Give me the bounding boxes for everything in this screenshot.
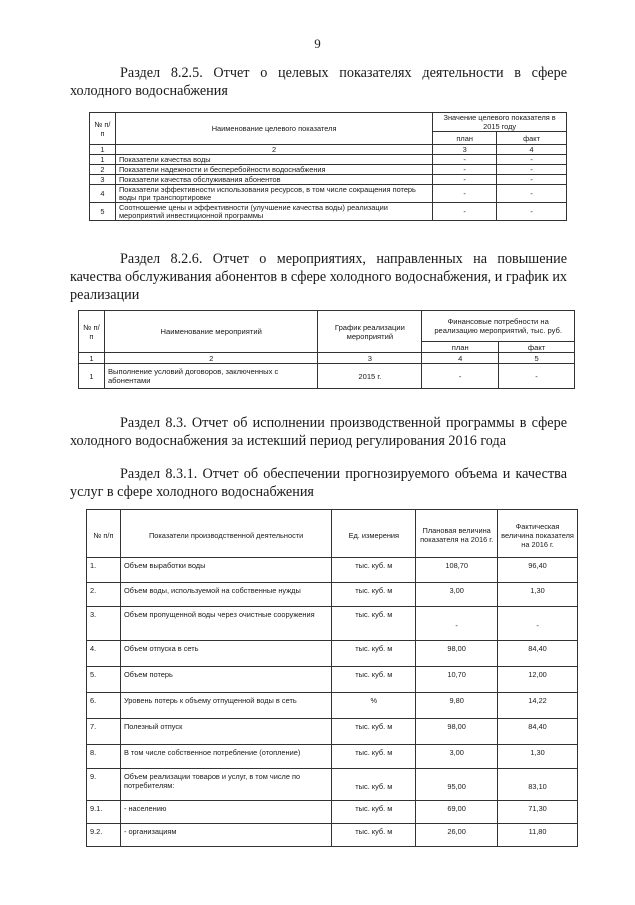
table-row	[87, 824, 578, 847]
row-fact: -	[497, 203, 567, 221]
row-name: Выполнение условий договоров, заключенных с абонентами	[104, 364, 318, 389]
row-fact: 84,40	[498, 719, 578, 745]
service-measures-table	[78, 310, 575, 389]
row-num: 9.2.	[87, 824, 121, 847]
row-plan: 3,00	[416, 583, 498, 607]
row-name: Полезный отпуск	[120, 719, 331, 745]
row-schedule: 2015 г.	[318, 364, 422, 389]
index-cell: 1	[90, 145, 116, 155]
col-value-header: Значение целевого показателя в 2015 году	[433, 113, 567, 132]
production-indicators-table	[86, 509, 578, 847]
row-name: Объем потерь	[120, 667, 331, 693]
row-num: 8.	[87, 745, 121, 769]
table-row	[79, 364, 575, 389]
index-cell: 3	[318, 353, 422, 364]
col-fact-header: факт	[497, 132, 567, 145]
row-plan: -	[433, 185, 497, 203]
row-name: Объем пропущенной воды через очистные сооружения	[120, 607, 331, 641]
index-cell: 1	[79, 353, 105, 364]
index-cell: 4	[497, 145, 567, 155]
index-cell: 4	[422, 353, 499, 364]
table-row	[87, 558, 578, 583]
row-fact: -	[497, 175, 567, 185]
col-plan-header: план	[433, 132, 497, 145]
row-unit: тыс. куб. м	[332, 801, 416, 824]
row-name: Объем выработки воды	[120, 558, 331, 583]
row-name: - организациям	[120, 824, 331, 847]
table-row	[87, 667, 578, 693]
table-row	[90, 185, 567, 203]
row-num: 1	[79, 364, 105, 389]
row-unit: тыс. куб. м	[332, 607, 416, 641]
row-name: Объем реализации товаров и услуг, в том числе по потребителям:	[120, 769, 331, 801]
row-fact: -	[498, 607, 578, 641]
page-number: 9	[314, 36, 321, 51]
index-cell: 3	[433, 145, 497, 155]
row-fact: 12,00	[498, 667, 578, 693]
col-plan-header: Плановая величина показателя на 2016 г.	[416, 510, 498, 558]
row-name: Уровень потерь к объему отпущенной воды в сеть	[120, 693, 331, 719]
row-fact: -	[497, 165, 567, 175]
col-num-header: № п/п	[79, 311, 105, 353]
row-unit: тыс. куб. м	[332, 745, 416, 769]
row-unit: тыс. куб. м	[332, 583, 416, 607]
table-row	[87, 583, 578, 607]
col-schedule-header: График реализации мероприятий	[318, 311, 422, 353]
target-indicators-table	[89, 112, 567, 221]
index-cell: 2	[115, 145, 432, 155]
row-name: Показатели качества обслуживания абонентов	[115, 175, 432, 185]
row-fact: -	[497, 185, 567, 203]
row-num: 9.1.	[87, 801, 121, 824]
row-fact: -	[497, 155, 567, 165]
row-name: Соотношение цены и эффективности (улучшение качества воды) реализации мероприятий инвестиционной программы	[115, 203, 432, 221]
row-plan: 98,00	[416, 719, 498, 745]
col-num-header: № п/п	[90, 113, 116, 145]
col-name-header: Наименование мероприятий	[104, 311, 318, 353]
row-num: 3.	[87, 607, 121, 641]
table-row	[90, 165, 567, 175]
row-name: Объем воды, используемой на собственные нужды	[120, 583, 331, 607]
row-num: 9.	[87, 769, 121, 801]
table-row	[87, 641, 578, 667]
col-name-header: Наименование целевого показателя	[115, 113, 432, 145]
table-row	[87, 769, 578, 801]
index-cell: 2	[104, 353, 318, 364]
row-plan: 95,00	[416, 769, 498, 801]
row-fact: 96,40	[498, 558, 578, 583]
row-plan: -	[433, 175, 497, 185]
table-row	[87, 719, 578, 745]
row-num: 1.	[87, 558, 121, 583]
row-plan: -	[433, 165, 497, 175]
row-num: 4.	[87, 641, 121, 667]
row-num: 6.	[87, 693, 121, 719]
col-plan-header: план	[422, 342, 499, 353]
row-unit: тыс. куб. м	[332, 667, 416, 693]
row-fact: 14,22	[498, 693, 578, 719]
col-fact-header: факт	[499, 342, 575, 353]
row-num: 3	[90, 175, 116, 185]
row-name: Показатели качества воды	[115, 155, 432, 165]
row-fact: -	[499, 364, 575, 389]
row-num: 5	[90, 203, 116, 221]
row-plan: -	[433, 155, 497, 165]
row-plan: 98,00	[416, 641, 498, 667]
row-fact: 1,30	[498, 745, 578, 769]
row-unit: тыс. куб. м	[332, 558, 416, 583]
index-cell: 5	[499, 353, 575, 364]
row-fact: 1,30	[498, 583, 578, 607]
row-num: 2.	[87, 583, 121, 607]
row-unit: %	[332, 693, 416, 719]
row-num: 5.	[87, 667, 121, 693]
col-unit-header: Ед. измерения	[332, 510, 416, 558]
row-name: Показатели надежности и бесперебойности водоснабжения	[115, 165, 432, 175]
table-row	[90, 203, 567, 221]
row-unit: тыс. куб. м	[332, 641, 416, 667]
row-num: 4	[90, 185, 116, 203]
row-unit: тыс. куб. м	[332, 769, 416, 801]
row-plan: 9,80	[416, 693, 498, 719]
row-plan: -	[416, 607, 498, 641]
row-num: 7.	[87, 719, 121, 745]
section-831-heading: Раздел 8.3.1. Отчет об обеспечении прогнозируемого объема и качества услуг в сфере холодного водоснабжения	[70, 466, 567, 500]
row-fact: 83,10	[498, 769, 578, 801]
table-row	[87, 607, 578, 641]
table-row	[90, 175, 567, 185]
row-name: Показатели эффективности использования ресурсов, в том числе сокращения потерь воды при транспортировке	[115, 185, 432, 203]
table-row	[90, 155, 567, 165]
section-83-heading: Раздел 8.3. Отчет об исполнении производственной программы в сфере холодного водоснабжения за истекший период регулирования 2016 года	[70, 415, 567, 449]
row-name: - населению	[120, 801, 331, 824]
row-fact: 84,40	[498, 641, 578, 667]
table-row	[87, 745, 578, 769]
col-num-header: № п/п	[87, 510, 121, 558]
table-row	[87, 801, 578, 824]
col-name-header: Показатели производственной деятельности	[120, 510, 331, 558]
section-825-heading: Раздел 8.2.5. Отчет о целевых показателях деятельности в сфере холодного водоснабжения	[70, 65, 567, 99]
row-num: 2	[90, 165, 116, 175]
row-fact: 11,80	[498, 824, 578, 847]
row-plan: 26,00	[416, 824, 498, 847]
row-unit: тыс. куб. м	[332, 719, 416, 745]
section-826-heading: Раздел 8.2.6. Отчет о мероприятиях, направленных на повышение качества обслуживания абонентов в сфере холодного водоснабжения, и график их реализации	[70, 251, 567, 303]
row-plan: 10,70	[416, 667, 498, 693]
table-row	[87, 693, 578, 719]
col-fact-header: Фактическая величина показателя на 2016 г.	[498, 510, 578, 558]
col-fin-header: Финансовые потребности на реализацию мероприятий, тыс. руб.	[422, 311, 575, 342]
row-plan: -	[433, 203, 497, 221]
row-name: Объем отпуска в сеть	[120, 641, 331, 667]
row-fact: 71,30	[498, 801, 578, 824]
row-plan: 69,00	[416, 801, 498, 824]
row-name: В том числе собственное потребление (отопление)	[120, 745, 331, 769]
row-unit: тыс. куб. м	[332, 824, 416, 847]
row-num: 1	[90, 155, 116, 165]
row-plan: 3,00	[416, 745, 498, 769]
row-plan: -	[422, 364, 499, 389]
row-plan: 108,70	[416, 558, 498, 583]
